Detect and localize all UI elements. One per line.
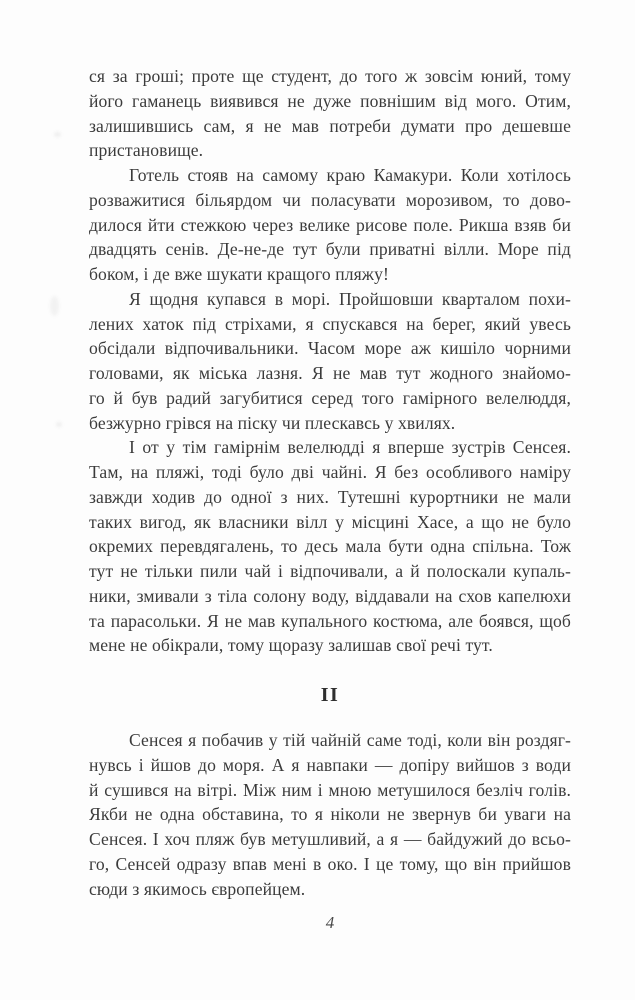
text-line: та парасольки. Я не мав купального костюма, але боявся, щоб xyxy=(89,610,571,631)
paragraph xyxy=(89,287,571,436)
text-line: й сушився на вітрі. Між ним і мною метушилося безліч голів. xyxy=(89,779,571,800)
section-heading: II xyxy=(320,684,340,706)
text-line: І от у тім гамірнім велелюдді я вперше зустрів Сенсея. xyxy=(129,437,571,458)
text-line: нувсь і йшов до моря. А я навпаки — допіру вийшов з води xyxy=(89,754,571,775)
text-line: його гаманець виявився не дуже повнішим від мого. Отим, xyxy=(89,90,571,111)
text-block xyxy=(89,64,571,934)
scan-artifact xyxy=(56,422,62,427)
text-line: Якби не одна обставина, то я ніколи не звернув би уваги на xyxy=(89,804,571,825)
text-line: розважитися більярдом чи поласувати морозивом, то дово- xyxy=(89,189,571,210)
text-line: Там, на пляжі, тоді було дві чайні. Я без особливого наміру xyxy=(89,462,571,482)
text-line: головами, як міська лазня. Я не мав тут жодного знайомо- xyxy=(89,363,571,383)
text-line: двадцять сенів. Де-не-де тут були приватні вілли. Море під xyxy=(89,239,571,260)
text-line: боком, і де вже шукати кращого пляжу! xyxy=(89,264,389,284)
scan-artifact xyxy=(54,132,61,137)
text-line: Сенсея я побачив у тій чайній саме тоді, коли він роздяг- xyxy=(129,730,571,750)
text-line: обсідали відпочивальники. Часом море аж кишіло чорними xyxy=(89,338,571,359)
text-line: дилося йти стежкою через велике рисове поле. Рикша взяв би xyxy=(89,214,571,235)
text-line: залишившись сам, я не мав потреби думати про дешевше xyxy=(89,115,571,136)
page-number: 4 xyxy=(325,913,335,933)
text-line: мене не обікрали, тому щоразу залишав свої речі тут. xyxy=(89,635,493,656)
text-line: ники, змивали з тіла солону воду, віддавали на схов капелюхи xyxy=(89,585,571,606)
text-line: лених хаток під стріхами, я спускався на берег, який увесь xyxy=(89,313,571,334)
text-line: тут не тільки пили чай і відпочивали, а й полоскали купаль- xyxy=(89,561,571,581)
text-line: Сенсея. І хоч пляж був метушливий, а я — байдужий до всьо- xyxy=(89,829,571,849)
text-line: окремих перевдягалень, то десь мала бути одна спільна. Тож xyxy=(89,536,571,557)
text-line: Готель стояв на самому краю Камакури. Коли хотілось xyxy=(129,165,571,185)
text-line: безжурно грівся на піску чи плескавсь у хвилях. xyxy=(89,412,456,433)
paragraph xyxy=(89,435,571,658)
text-line: завжди ходив до одної з них. Тутешні курортники не мали xyxy=(89,486,571,507)
paragraph xyxy=(89,163,571,287)
text-line: Я щодня купався в морі. Пройшовши кварталом похи- xyxy=(129,288,571,309)
text-line: го й був радий загубитися серед того гамірного велелюддя, xyxy=(89,387,571,408)
text-line: сюди з якимось європейцем. xyxy=(89,878,306,899)
text-line: пристановище. xyxy=(89,140,204,161)
text-line: ся за гроші; проте ще студент, до того ж зовсім юний, тому xyxy=(89,66,571,86)
scan-artifact xyxy=(50,296,59,316)
paragraph xyxy=(89,64,571,163)
text-line: го, Сенсей одразу впав мені в око. І це тому, що він прийшов xyxy=(89,853,571,874)
text-line: таких вигод, як власники вілл у місцині Хасе, а що не було xyxy=(89,511,571,532)
paragraph xyxy=(89,728,571,901)
